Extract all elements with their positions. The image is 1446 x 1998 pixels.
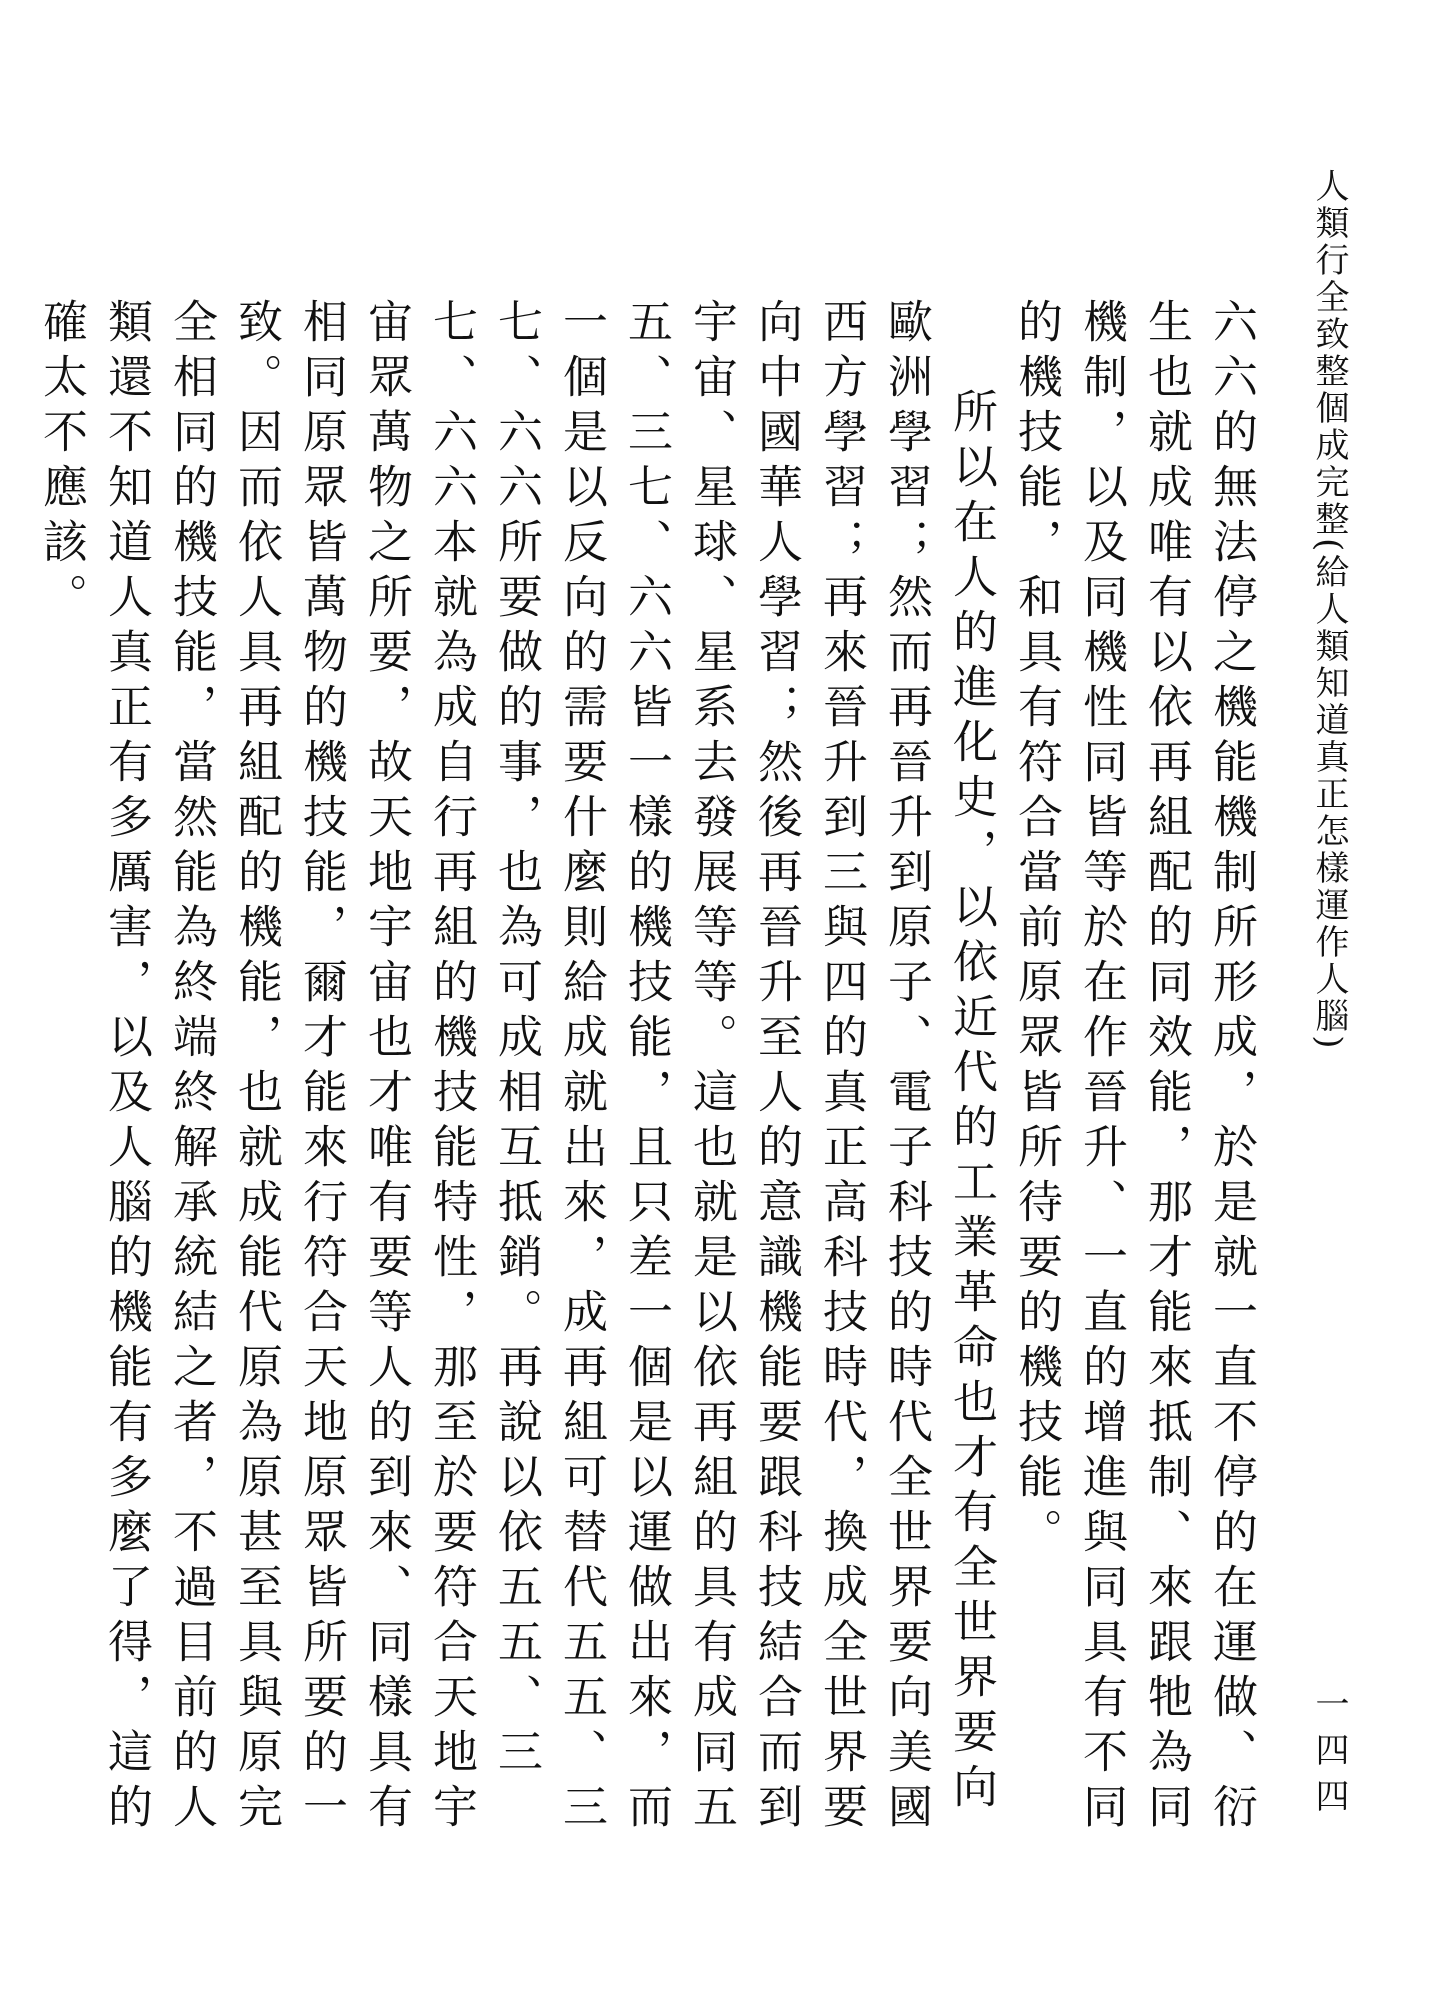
running-header-title: 人類行全致整個成完整(給人類知道真正怎樣運作人腦) (1309, 168, 1349, 1052)
paragraph-2: 所以在人的進化史，以依近代的工業革命也才有全世界要向歐洲學習；然而再晉升到原子、電子科技的時代全世界要向美國西方學習；再來晉升到三與四的真正高科技時代，換成全世界要向中國華人學習；然後再晉升至人的意識機能要跟科技結合而到宇宙、星球、星系去發展等等。這也就是以依再組的具有成同五五、三七、六六皆一樣的機技能，且只差一個是以運做出來，而一個是以反向的需要什麼則給成就出來，成再組可替代五五、三七、六六所要做的事，也為可成相互抵銷。再說以依五五、三七、六六本就為成自行再組的機技能特性，那至於要符合天地宇宙眾萬物之所要，故天地宇宙也才唯有要等人的到來、同樣具有相同原眾皆萬物的機技能，爾才能來行符合天地原眾皆所要的一致。因而依人具再組配的機能，也就成能代原為原甚至具與原完全相同的機技能，當然能為終端終解承統結之者，不過目前的人類還不知道人真正有多厲害，以及人腦的機能有多麼了得，這的確太不應該。 (35, 298, 998, 1838)
page-number: 一四四 (1309, 1686, 1349, 1824)
body-text (35, 298, 1264, 1858)
paragraph-1: 六六的無法停之機能機制所形成，於是就一直不停的在運做、衍生也就成唯有以依再組配的同效能，那才能來抵制、來跟牠為同機制，以及同機性同皆等於在作晉升、一直的增進與同具有不同的機技能，和具有符合當前原眾皆所待要的機技能。 (1010, 298, 1258, 1838)
